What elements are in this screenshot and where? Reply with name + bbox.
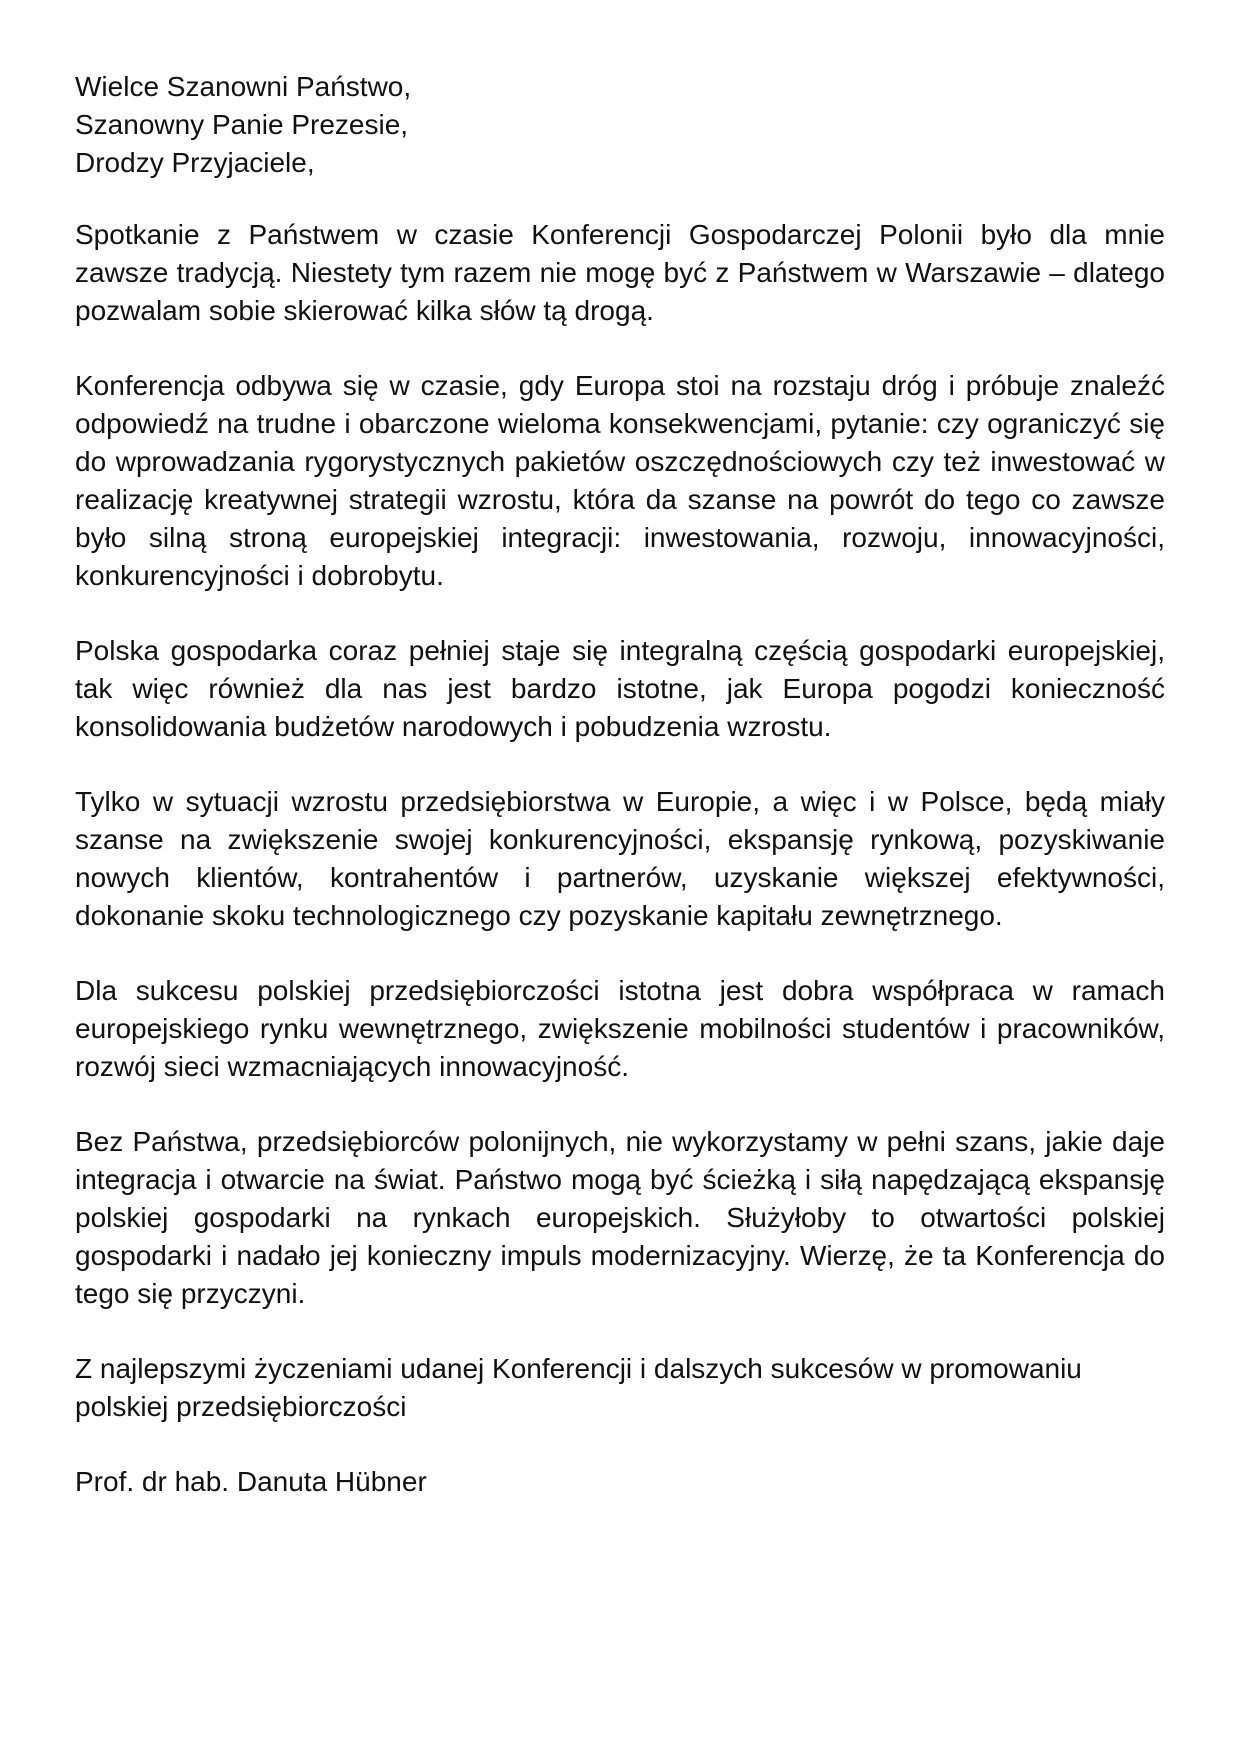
- paragraph-intro: Spotkanie z Państwem w czasie Konferencji Gospodarczej Polonii było dla mnie zawsze tradycją. Niestety tym razem nie mogę być z Państwem w Warszawie – dlatego pozwalam sobie skierować kilka słów tą drogą.: [75, 219, 1165, 326]
- letter-page: [75, 68, 1165, 1501]
- salutation-block: [75, 68, 1165, 182]
- paragraph-enterprise-growth: Tylko w sytuacji wzrostu przedsiębiorstwa w Europie, a więc i w Polsce, będą miały szanse na zwiększenie swojej konkurencyjności, ekspansję rynkową, pozyskiwanie nowych klientów, kontrahentów i partnerów, uzyskanie większej efektywności, dokonanie skoku technologicznego czy pozyskanie kapitału zewnętrznego.: [75, 786, 1165, 931]
- paragraph-polish-economy: Polska gospodarka coraz pełniej staje się integralną częścią gospodarki europejskiej, tak więc również dla nas jest bardzo istotne, jak Europa pogodzi konieczność konsolidowania budżetów narodowych i pobudzenia wzrostu.: [75, 635, 1165, 742]
- signature: Prof. dr hab. Danuta Hübner: [75, 1466, 427, 1497]
- salutation-line: Szanowny Panie Prezesie,: [75, 109, 409, 140]
- paragraph-cooperation: Dla sukcesu polskiej przedsiębiorczości istotna jest dobra współpraca w ramach europejskiego rynku wewnętrznego, zwiększenie mobilności studentów i pracowników, rozwój sieci wzmacniających innowacyjność.: [75, 975, 1165, 1082]
- paragraph-polonia-role: Bez Państwa, przedsiębiorców polonijnych, nie wykorzystamy w pełni szans, jakie daje integracja i otwarcie na świat. Państwo mogą być ścieżką i siłą napędzającą ekspansję polskiej gospodarki na rynkach europejskich. Służyłoby to otwartości polskiej gospodarki i nadało jej konieczny impuls modernizacyjny. Wierzę, że ta Konferencja do tego się przyczyni.: [75, 1126, 1165, 1309]
- salutation-line: Drodzy Przyjaciele,: [75, 147, 315, 178]
- paragraph-closing-wishes: Z najlepszymi życzeniami udanej Konferencji i dalszych sukcesów w promowaniu polskiej przedsiębiorczości: [75, 1353, 1082, 1422]
- salutation-line: Wielce Szanowni Państwo,: [75, 71, 412, 102]
- paragraph-europe-crossroads: Konferencja odbywa się w czasie, gdy Europa stoi na rozstaju dróg i próbuje znaleźć odpowiedź na trudne i obarczone wieloma konsekwencjami, pytanie: czy ograniczyć się do wprowadzania rygorystycznych pakietów oszczędnościowych czy też inwestować w realizację kreatywnej strategii wzrostu, która da szanse na powrót do tego co zawsze było silną stroną europejskiej integracji: inwestowania, rozwoju, innowacyjności, konkurencyjności i dobrobytu.: [75, 370, 1165, 591]
